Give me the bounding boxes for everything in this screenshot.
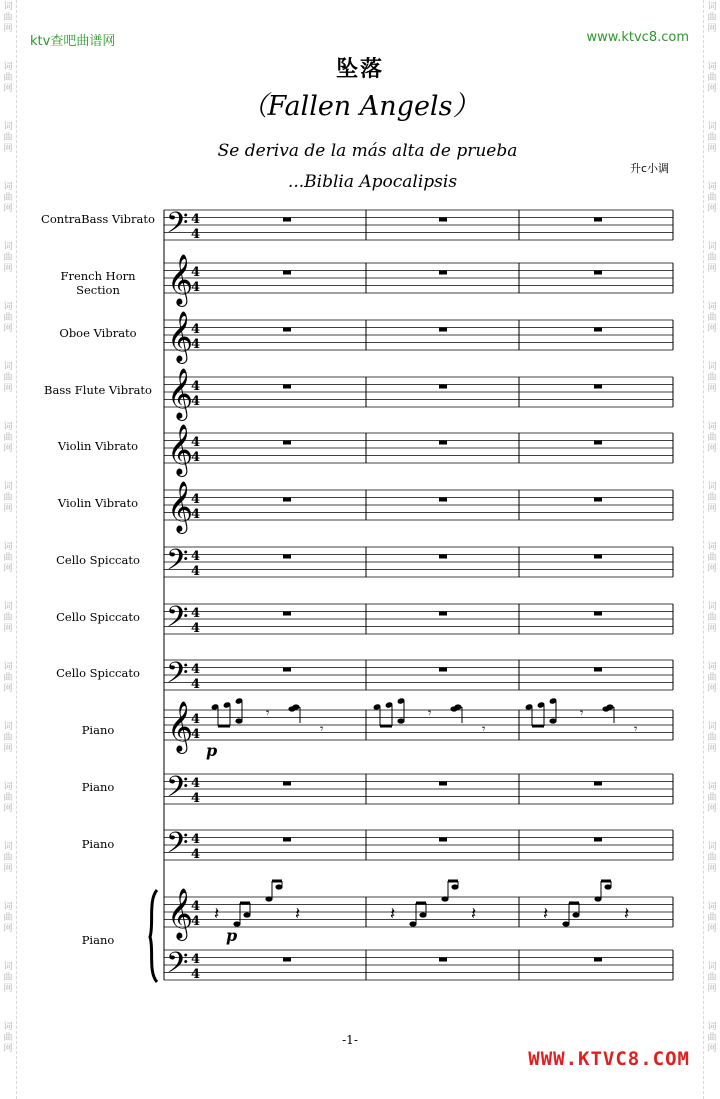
watermark-char: 词 [707, 602, 717, 612]
eighth-rest: 𝄾 [634, 722, 638, 737]
time-signature-bottom: 4 [191, 914, 201, 929]
whole-rest [283, 328, 291, 332]
treble-clef: 𝄞 [167, 311, 194, 362]
watermark-char: 网 [707, 804, 717, 814]
instrument-label: Violin Vibrato [57, 439, 139, 453]
watermark-char: 网 [3, 324, 13, 334]
whole-rest [283, 838, 291, 842]
watermark-char: 曲 [3, 613, 13, 623]
watermark-char: 网 [3, 624, 13, 634]
bass-clef: 𝄢 [166, 771, 189, 811]
watermark-char: 网 [3, 804, 13, 814]
watermark-char: 网 [3, 384, 13, 394]
watermark-char: 网 [3, 24, 13, 34]
watermark-char: 词 [3, 722, 13, 732]
watermark-char: 词 [3, 62, 13, 72]
watermark-char: 曲 [707, 1033, 717, 1043]
whole-rest [594, 218, 602, 222]
watermark-char: 词 [707, 782, 717, 792]
watermark-char: 曲 [707, 613, 717, 623]
watermark-char: 词 [3, 782, 13, 792]
whole-rest [283, 782, 291, 786]
watermark-char: 网 [3, 924, 13, 934]
watermark-char: 曲 [3, 973, 13, 983]
whole-rest [594, 612, 602, 616]
watermark-char: 网 [707, 84, 717, 94]
whole-rest [283, 612, 291, 616]
time-signature-bottom: 4 [191, 564, 201, 579]
treble-clef: 𝄞 [167, 424, 194, 475]
time-signature-bottom: 4 [191, 621, 201, 636]
watermark-char: 词 [3, 542, 13, 552]
watermark-char: 词 [707, 1022, 717, 1032]
whole-rest [594, 498, 602, 502]
bass-clef: 𝄢 [166, 544, 189, 584]
watermark-char: 曲 [707, 193, 717, 203]
watermark-char: 曲 [3, 493, 13, 503]
time-signature-bottom: 4 [191, 227, 201, 242]
watermark-char: 词 [3, 482, 13, 492]
whole-rest [439, 612, 447, 616]
whole-rest [594, 958, 602, 962]
quarter-rest: 𝄽 [295, 904, 301, 924]
watermark-char: 曲 [3, 733, 13, 743]
time-signature-top: 4 [191, 265, 201, 280]
whole-rest [439, 218, 447, 222]
watermark-char: 曲 [707, 493, 717, 503]
whole-rest [283, 555, 291, 559]
eighth-rest: 𝄾 [428, 706, 432, 721]
whole-rest [283, 271, 291, 275]
page-number: -1- [342, 1033, 358, 1047]
bass-clef: 𝄢 [166, 947, 189, 987]
time-signature-bottom: 4 [191, 450, 201, 465]
bass-clef: 𝄢 [166, 207, 189, 247]
watermark-char: 网 [707, 924, 717, 934]
time-signature-bottom: 4 [191, 507, 201, 522]
time-signature-top: 4 [191, 549, 201, 564]
instrument-label: Piano [81, 780, 115, 794]
time-signature-bottom: 4 [191, 280, 201, 295]
watermark-char: 曲 [3, 853, 13, 863]
quarter-rest: 𝄽 [471, 904, 477, 924]
time-signature-top: 4 [191, 379, 201, 394]
watermark-char: 网 [3, 444, 13, 454]
song-title: 坠落 [335, 57, 384, 82]
whole-rest [283, 218, 291, 222]
watermark-char: 词 [707, 2, 717, 12]
watermark-char: 词 [707, 842, 717, 852]
watermark-char: 曲 [3, 553, 13, 563]
instrument-label: Cello Spiccato [56, 553, 140, 567]
watermark-char: 词 [3, 902, 13, 912]
whole-rest [283, 668, 291, 672]
watermark-char: 网 [3, 1044, 13, 1054]
watermark-char: 曲 [707, 973, 717, 983]
treble-clef: 𝄞 [167, 888, 194, 939]
bass-clef: 𝄢 [166, 657, 189, 697]
dynamic-marking: p [226, 926, 238, 945]
watermark-char: 曲 [3, 13, 13, 23]
watermark-char: 网 [3, 684, 13, 694]
eighth-rest: 𝄾 [482, 722, 486, 737]
watermark-char: 曲 [707, 253, 717, 263]
treble-clef: 𝄞 [167, 701, 194, 752]
watermark-char: 曲 [3, 253, 13, 263]
watermark-char: 网 [707, 204, 717, 214]
time-signature-bottom: 4 [191, 791, 201, 806]
watermark-char: 词 [3, 662, 13, 672]
watermark-char: 词 [707, 962, 717, 972]
instrument-label: Bass Flute Vibrato [44, 383, 152, 397]
watermark-char: 网 [3, 744, 13, 754]
watermark-char: 网 [707, 564, 717, 574]
watermark-char: 网 [707, 504, 717, 514]
time-signature-bottom: 4 [191, 394, 201, 409]
grand-staff-brace [150, 890, 157, 982]
watermark-char: 网 [3, 144, 13, 154]
time-signature-top: 4 [191, 832, 201, 847]
watermark-char: 词 [707, 662, 717, 672]
treble-clef: 𝄞 [167, 254, 194, 305]
instrument-label: Piano [81, 723, 115, 737]
quarter-rest: 𝄽 [390, 904, 396, 924]
instrument-label: Violin Vibrato [57, 496, 139, 510]
watermark-char: 网 [3, 264, 13, 274]
whole-rest [594, 328, 602, 332]
watermark-char: 曲 [707, 133, 717, 143]
watermark-char: 网 [707, 624, 717, 634]
watermark-char: 词 [3, 842, 13, 852]
watermark-char: 曲 [3, 433, 13, 443]
quarter-rest: 𝄽 [214, 904, 220, 924]
whole-rest [594, 838, 602, 842]
instrument-label: Cello Spiccato [56, 610, 140, 624]
watermark-char: 曲 [707, 853, 717, 863]
time-signature-top: 4 [191, 776, 201, 791]
watermark-char: 曲 [707, 313, 717, 323]
whole-rest [283, 498, 291, 502]
time-signature-top: 4 [191, 712, 201, 727]
watermark-char: 网 [707, 1044, 717, 1054]
note-head [606, 704, 613, 709]
watermark-char: 词 [707, 302, 717, 312]
bass-clef: 𝄢 [166, 601, 189, 641]
watermark-char: 词 [3, 1022, 13, 1032]
whole-rest [439, 441, 447, 445]
watermark-char: 曲 [707, 13, 717, 23]
instrument-label: Cello Spiccato [56, 666, 140, 680]
watermark-char: 词 [3, 182, 13, 192]
eighth-rest: 𝄾 [266, 706, 270, 721]
treble-clef: 𝄞 [167, 368, 194, 419]
watermark-char: 曲 [3, 133, 13, 143]
watermark-char: 词 [707, 62, 717, 72]
instrument-label: Piano [81, 837, 115, 851]
watermark-char: 曲 [707, 913, 717, 923]
watermark-char: 词 [707, 902, 717, 912]
watermark-char: 词 [3, 302, 13, 312]
time-signature-top: 4 [191, 899, 201, 914]
watermark-char: 网 [707, 264, 717, 274]
watermark-char: 网 [3, 984, 13, 994]
watermark-char: 词 [3, 2, 13, 12]
whole-rest [439, 782, 447, 786]
whole-rest [283, 958, 291, 962]
watermark-char: 曲 [707, 373, 717, 383]
watermark-char: 网 [707, 384, 717, 394]
epigraph-line-2: ...Biblia Apocalipsis [287, 172, 458, 192]
whole-rest [283, 441, 291, 445]
watermark-char: 词 [707, 722, 717, 732]
watermark-char: 曲 [3, 313, 13, 323]
whole-rest [439, 271, 447, 275]
song-subtitle: （Fallen Angels） [240, 91, 480, 122]
watermark-char: 曲 [3, 1033, 13, 1043]
watermark-char: 词 [707, 122, 717, 132]
instrument-label: Oboe Vibrato [59, 326, 137, 340]
quarter-rest: 𝄽 [624, 904, 630, 924]
watermark-char: 曲 [707, 673, 717, 683]
watermark-char: 网 [707, 864, 717, 874]
treble-clef: 𝄞 [167, 481, 194, 532]
watermark-char: 曲 [707, 73, 717, 83]
watermark-char: 曲 [707, 733, 717, 743]
site-name-left[interactable]: ktv查吧曲谱网 [30, 34, 116, 49]
time-signature-top: 4 [191, 212, 201, 227]
watermark-char: 网 [707, 324, 717, 334]
watermark-char: 词 [3, 602, 13, 612]
footer-logo[interactable]: WWW.KTVC8.COM [528, 1048, 690, 1070]
whole-rest [594, 668, 602, 672]
note-head [454, 704, 461, 709]
instrument-label: ContraBass Vibrato [41, 212, 155, 226]
watermark-char: 曲 [707, 793, 717, 803]
whole-rest [594, 385, 602, 389]
watermark-char: 网 [707, 24, 717, 34]
time-signature-top: 4 [191, 492, 201, 507]
watermark-char: 词 [3, 362, 13, 372]
watermark-char: 词 [707, 362, 717, 372]
watermark-char: 曲 [3, 373, 13, 383]
time-signature-top: 4 [191, 322, 201, 337]
watermark-char: 曲 [3, 673, 13, 683]
watermark-char: 词 [3, 962, 13, 972]
time-signature-top: 4 [191, 662, 201, 677]
epigraph-line-1: Se deriva de la más alta de prueba [217, 141, 518, 161]
whole-rest [439, 498, 447, 502]
watermark-char: 词 [3, 122, 13, 132]
key-signature-label: 升c小调 [630, 162, 670, 175]
watermark-char: 网 [3, 564, 13, 574]
time-signature-top: 4 [191, 952, 201, 967]
whole-rest [594, 782, 602, 786]
instrument-label: Piano [81, 933, 115, 947]
watermark-char: 网 [707, 444, 717, 454]
watermark-char: 词 [707, 242, 717, 252]
whole-rest [594, 271, 602, 275]
watermark-char: 词 [707, 422, 717, 432]
note-head [292, 704, 299, 709]
quarter-rest: 𝄽 [543, 904, 549, 924]
watermark-char: 网 [707, 744, 717, 754]
eighth-rest: 𝄾 [580, 706, 584, 721]
time-signature-bottom: 4 [191, 967, 201, 982]
watermark-char: 网 [3, 504, 13, 514]
watermark-char: 词 [707, 482, 717, 492]
watermark-char: 网 [3, 864, 13, 874]
site-url-right[interactable]: www.ktvc8.com [586, 30, 689, 45]
instrument-label: French Horn Section [60, 269, 136, 297]
watermark-char: 词 [3, 422, 13, 432]
time-signature-bottom: 4 [191, 847, 201, 862]
watermark-char: 词 [707, 182, 717, 192]
whole-rest [439, 668, 447, 672]
whole-rest [283, 385, 291, 389]
eighth-rest: 𝄾 [320, 722, 324, 737]
bass-clef: 𝄢 [166, 827, 189, 867]
watermark-char: 曲 [3, 193, 13, 203]
whole-rest [439, 838, 447, 842]
whole-rest [594, 555, 602, 559]
watermark-char: 词 [3, 242, 13, 252]
whole-rest [439, 958, 447, 962]
watermark-char: 曲 [707, 553, 717, 563]
time-signature-top: 4 [191, 606, 201, 621]
watermark-char: 网 [707, 984, 717, 994]
whole-rest [439, 328, 447, 332]
time-signature-bottom: 4 [191, 677, 201, 692]
whole-rest [439, 555, 447, 559]
watermark-char: 曲 [3, 73, 13, 83]
watermark-char: 曲 [3, 913, 13, 923]
watermark-char: 网 [707, 684, 717, 694]
whole-rest [594, 441, 602, 445]
time-signature-bottom: 4 [191, 727, 201, 742]
watermark-char: 词 [707, 542, 717, 552]
time-signature-bottom: 4 [191, 337, 201, 352]
watermark-char: 网 [707, 144, 717, 154]
watermark-char: 曲 [707, 433, 717, 443]
whole-rest [439, 385, 447, 389]
dynamic-marking: p [206, 741, 218, 760]
watermark-char: 网 [3, 84, 13, 94]
watermark-char: 网 [3, 204, 13, 214]
time-signature-top: 4 [191, 435, 201, 450]
watermark-char: 曲 [3, 793, 13, 803]
